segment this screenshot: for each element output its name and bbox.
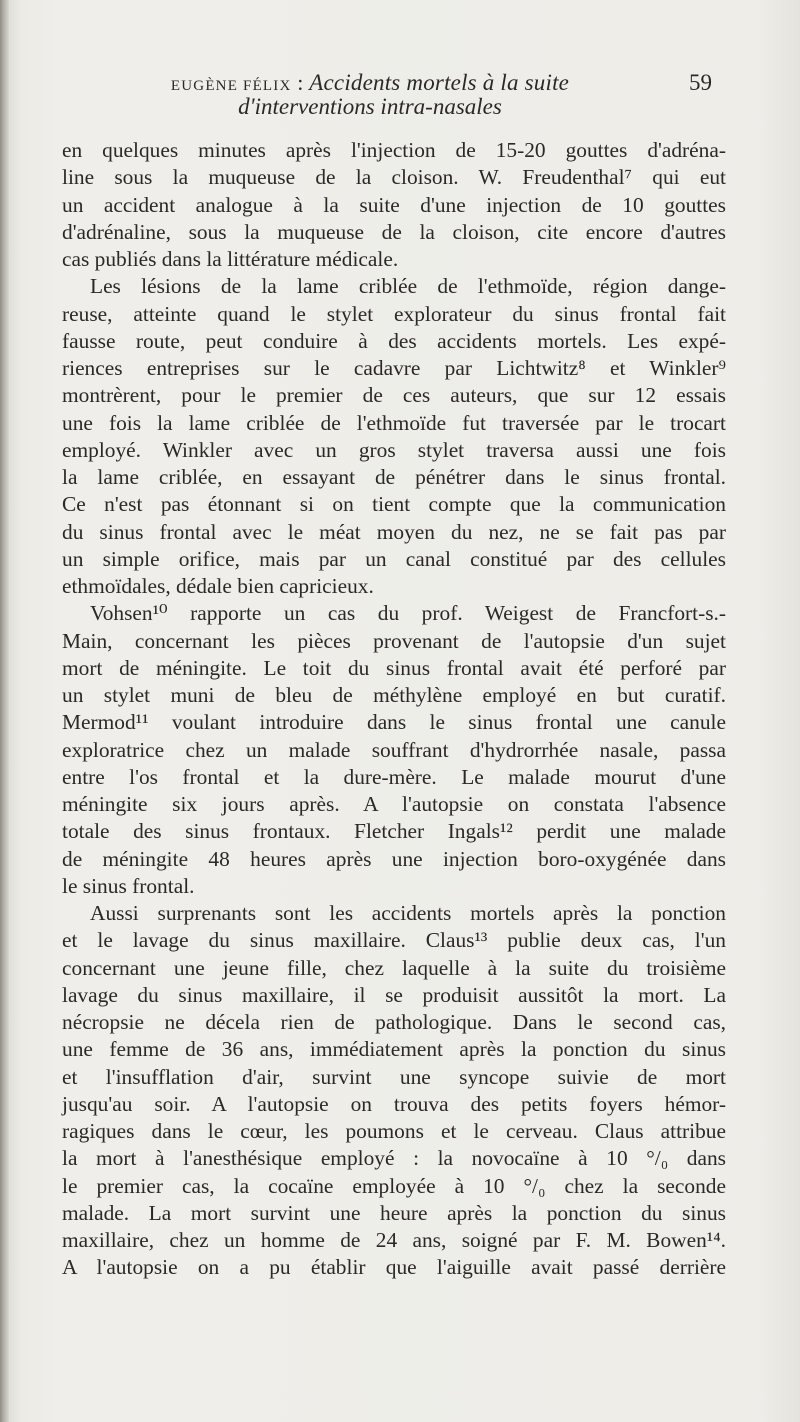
text-line: méningite six jours après. A l'autopsie on constata l'absence [62,792,726,816]
text-line: fausse route, peut conduire à des accidents mortels. Les expé- [62,328,726,353]
text-line: totale des sinus frontaux. Fletcher Ingals¹² perdit une malade [62,819,726,844]
header-author: EUGÈNE FÉLIX [170,78,292,94]
text-line: et le lavage du sinus maxillaire. Claus¹³ publie deux cas, l'un [62,928,726,953]
text-line: lavage du sinus maxillaire, il se produisit aussitôt la mort. La [62,982,726,1007]
text-line: cas publiés dans la littérature médicale. [62,247,399,271]
text-line: Main, concernant les pièces provenant de l'autopsie d'un sujet [62,628,726,653]
text-line: une femme de 36 ans, immédiatement après la ponction du sinus [62,1037,726,1062]
text-line: une fois la lame criblée de l'ethmoïde fut traversée par le trocart [62,410,726,435]
text-line: un accident analogue à la suite d'une injection de 10 gouttes [62,192,726,217]
text-line: du sinus frontal avec le méat moyen du nez, ne se fait pas par [62,519,726,544]
text-line: le sinus frontal. [62,873,195,898]
text-line: d'adrénaline, sous la muqueuse de la cloison, cite encore d'autres [62,219,726,244]
text-line: ragiques dans le cœur, les poumons et le cerveau. Claus attribue [62,1119,726,1143]
text-line: la mort à l'anesthésique employé : la novocaïne à 10 °/₀ dans [62,1146,726,1171]
text-line: exploratrice chez un malade souffrant d'hydrorrhée nasale, passa [62,737,726,762]
text-line: de méningite 48 heures après une injection boro-oxygénée dans [62,846,726,871]
text-line: Ce n'est pas étonnant si on tient compte que la communication [62,492,726,517]
header-subtitle: d'interventions intra-nasales [238,94,502,119]
text-line: Vohsen¹⁰ rapporte un cas du prof. Weigest de Francfort-s.- [90,601,726,626]
text-line: en quelques minutes après l'injection de 15-20 gouttes d'adréna- [62,138,726,162]
text-line: concernant une jeune fille, chez laquelle à la suite du troisième [62,955,726,980]
text-line: ethmoïdales, dédale bien capricieux. [62,574,374,598]
header-title: Accidents mortels à la suite [309,70,570,95]
page-number: 59 [689,70,712,95]
text-line: montrèrent, pour le premier de ces auteurs, que sur 12 essais [62,383,726,408]
text-line: maxillaire, chez un homme de 24 ans, soigné par F. M. Bowen¹⁴. [62,1228,726,1252]
text-line: le premier cas, la cocaïne employée à 10 °/₀ chez la seconde [62,1173,726,1198]
text-line: line sous la muqueuse de la cloison. W. Freudenthal⁷ qui eut [62,165,726,190]
text-line: un simple orifice, mais par un canal constitué par des cellules [62,546,726,571]
text-line: reuse, atteinte quand le stylet explorateur du sinus frontal fait [62,301,726,326]
text-line: Aussi surprenants sont les accidents mortels après la ponction [90,901,726,925]
text-line: entre l'os frontal et la dure-mère. Le malade mourut d'une [62,764,726,789]
body-text [62,137,726,1282]
text-line: un stylet muni de bleu de méthylène employé en but curatif. [62,683,726,707]
text-line: employé. Winkler avec un gros stylet traversa aussi une fois [62,437,726,462]
text-line: malade. La mort survint une heure après la ponction du sinus [62,1200,726,1225]
header-separator: : [291,70,310,95]
text-line: et l'insufflation d'air, survint une syncope suivie de mort [62,1064,726,1089]
text-line: mort de méningite. Le toit du sinus frontal avait été perforé par [62,655,726,680]
page-gutter [0,0,9,1422]
text-line: Mermod¹¹ voulant introduire dans le sinus frontal une canule [62,710,726,735]
text-line: Les lésions de la lame criblée de l'ethmoïde, région dange- [90,274,726,299]
text-line: nécropsie ne décela rien de pathologique. Dans le second cas, [62,1010,726,1034]
running-header [0,70,800,120]
text-line: la lame criblée, en essayant de pénétrer dans le sinus frontal. [62,465,726,489]
text-line: jusqu'au soir. A l'autopsie on trouva des petits foyers hémor- [62,1091,726,1116]
text-line: riences entreprises sur le cadavre par Lichtwitz⁸ et Winkler⁹ [62,356,726,380]
text-line: A l'autopsie on a pu établir que l'aiguille avait passé derrière [62,1255,726,1280]
